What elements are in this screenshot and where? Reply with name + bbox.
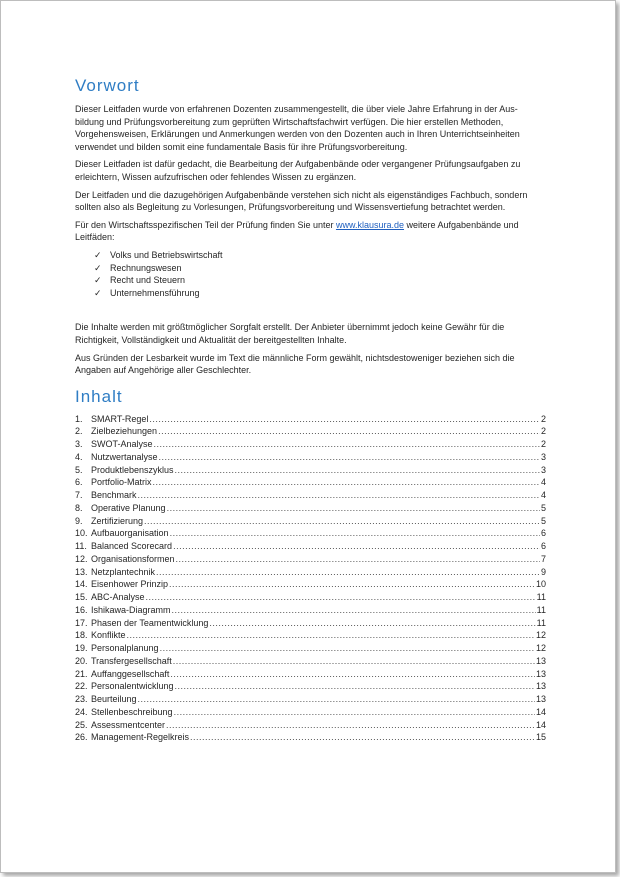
toc-entry-page: 13 <box>535 655 546 666</box>
toc-entry[interactable] <box>75 451 546 464</box>
toc-entry-title: Stellenbeschreibung <box>91 706 173 717</box>
toc-entry-page: 13 <box>535 681 546 692</box>
toc-leader-dots <box>172 604 536 617</box>
toc-entry-page: 12 <box>535 630 546 641</box>
toc-leader-dots <box>176 553 540 566</box>
toc-entry[interactable] <box>75 464 546 477</box>
toc-entry-number: 3. <box>75 439 83 450</box>
inhalt-heading: Inhalt <box>75 386 123 406</box>
toc-entry-title: Zertifizierung <box>91 515 144 526</box>
toc-entry-title: Eisenhower Prinzip <box>91 579 169 590</box>
toc-entry-number: 2. <box>75 426 83 437</box>
toc-leader-dots <box>138 489 540 502</box>
list-item-label: Recht und Steuern <box>110 275 186 286</box>
toc-entry-number: 6. <box>75 477 83 488</box>
toc-entry-number: 14. <box>75 579 88 590</box>
toc-entry[interactable] <box>75 527 546 540</box>
toc-entry-title: SWOT-Analyse <box>91 439 153 450</box>
toc-entry-title: ABC-Analyse <box>91 592 145 603</box>
toc-leader-dots <box>166 719 535 732</box>
toc-entry-title: Operative Planung <box>91 502 166 513</box>
toc-entry-title: Assessmentcenter <box>91 719 166 730</box>
toc-entry-number: 15. <box>75 592 88 603</box>
toc-entry-number: 13. <box>75 566 88 577</box>
vorwort-paragraph-2: Dieser Leitfaden ist dafür gedacht, die Bearbeitung der Aufgabenbände oder vergangener Prüfungsaufgaben zu erleichtern, Wissen aufzufrischen oder fehlendes Wissen zu ergänzen. <box>75 159 521 182</box>
toc-entry-title: Balanced Scorecard <box>91 541 173 552</box>
toc-entry-number: 18. <box>75 630 88 641</box>
toc-entry-page: 3 <box>540 451 546 462</box>
toc-leader-dots <box>146 591 536 604</box>
toc-entry-page: 2 <box>540 426 546 437</box>
toc-leader-dots <box>173 655 535 668</box>
toc-entry-number: 19. <box>75 643 88 654</box>
toc-entry-page: 4 <box>540 490 546 501</box>
toc-entry-number: 9. <box>75 515 83 526</box>
vorwort-paragraph-4 <box>75 219 546 244</box>
toc-entry[interactable] <box>75 642 546 655</box>
toc-entry[interactable] <box>75 566 546 579</box>
toc-entry-page: 3 <box>540 464 546 475</box>
toc-entry-number: 4. <box>75 451 83 462</box>
toc-entry-page: 11 <box>536 617 546 628</box>
toc-entry-number: 21. <box>75 668 88 679</box>
toc-leader-dots <box>159 451 540 464</box>
checkmark-icon: ✓ <box>94 287 102 298</box>
toc-leader-dots <box>149 413 540 426</box>
toc-entry-number: 5. <box>75 464 83 475</box>
toc-entry-title: Personalplanung <box>91 643 159 654</box>
toc-entry[interactable] <box>75 668 546 681</box>
toc-leader-dots <box>175 464 540 477</box>
toc-entry-number: 10. <box>75 528 88 539</box>
toc-entry-title: Produktlebenszyklus <box>91 464 174 475</box>
toc-leader-dots <box>138 693 535 706</box>
toc-entry-number: 12. <box>75 553 88 564</box>
toc-entry[interactable] <box>75 655 546 668</box>
toc-leader-dots <box>174 706 535 719</box>
toc-entry[interactable] <box>75 476 546 489</box>
toc-entry-title: Netzplantechnik <box>91 566 156 577</box>
toc-leader-dots <box>167 502 540 515</box>
table-of-contents <box>75 413 546 745</box>
toc-entry[interactable] <box>75 489 546 502</box>
section-spacer <box>75 299 546 321</box>
toc-entry[interactable] <box>75 425 546 438</box>
toc-entry-page: 2 <box>540 413 546 424</box>
toc-entry-page: 6 <box>540 528 546 539</box>
toc-entry[interactable] <box>75 553 546 566</box>
list-item-label: Unternehmensführung <box>110 287 200 298</box>
toc-entry-title: Management-Regelkreis <box>91 732 190 743</box>
toc-entry-number: 25. <box>75 719 88 730</box>
toc-leader-dots <box>160 642 535 655</box>
checkmark-icon: ✓ <box>94 275 102 286</box>
paragraph-4-text-before: Für den Wirtschaftsspezifischen Teil der Prüfung finden Sie unter <box>75 219 336 230</box>
toc-entry[interactable] <box>75 502 546 515</box>
toc-entry-page: 14 <box>535 719 546 730</box>
list-item <box>94 287 546 300</box>
list-item-label: Volks und Betriebswirtschaft <box>110 249 223 260</box>
toc-entry-page: 5 <box>540 515 546 526</box>
toc-entry-number: 8. <box>75 502 83 513</box>
toc-entry-page: 2 <box>540 439 546 450</box>
vorwort-paragraph-3: Der Leitfaden und die dazugehörigen Aufgabenbände verstehen sich nicht als eigenständiges Fachbuch, sondern sollten also als Begleitung zu Vorlesungen, Prüfungsvorbereitung und Wissensvertiefung betrachtet werden. <box>75 189 528 213</box>
list-item-label: Rechnungswesen <box>110 262 182 273</box>
toc-entry-number: 24. <box>75 706 88 717</box>
toc-entry[interactable] <box>75 680 546 693</box>
toc-entry-title: Aufbauorganisation <box>91 528 169 539</box>
toc-entry-title: Nutzwertanalyse <box>91 451 158 462</box>
toc-leader-dots <box>127 629 535 642</box>
toc-leader-dots <box>153 476 540 489</box>
toc-leader-dots <box>190 731 535 744</box>
page-content <box>75 75 546 744</box>
toc-entry-page: 10 <box>535 579 546 590</box>
toc-entry-title: Portfolio-Matrix <box>91 477 152 488</box>
checkmark-icon: ✓ <box>94 249 102 260</box>
klausura-link[interactable]: www.klausura.de <box>335 219 405 230</box>
toc-entry-page: 9 <box>540 566 546 577</box>
toc-entry[interactable] <box>75 604 546 617</box>
toc-entry[interactable] <box>75 731 546 744</box>
toc-entry-number: 20. <box>75 655 88 666</box>
paragraph-4-text-after: weitere Aufgabenbände und Leitfäden: <box>75 219 519 243</box>
list-item <box>94 274 546 287</box>
toc-entry-title: Benchmark <box>91 490 137 501</box>
toc-entry-title: Zielbeziehungen <box>91 426 158 437</box>
toc-leader-dots <box>173 540 540 553</box>
toc-entry-page: 4 <box>540 477 546 488</box>
toc-entry-number: 11. <box>75 541 87 552</box>
toc-entry-title: Phasen der Teamentwicklung <box>91 617 209 628</box>
toc-entry-number: 22. <box>75 681 88 692</box>
toc-entry-page: 7 <box>540 553 546 564</box>
toc-entry[interactable] <box>75 438 546 451</box>
toc-entry-title: Transfergesellschaft <box>91 655 172 666</box>
toc-entry-page: 11 <box>536 604 546 615</box>
toc-entry-title: Personalentwicklung <box>91 681 174 692</box>
toc-entry-number: 7. <box>75 490 83 501</box>
toc-entry[interactable] <box>75 591 546 604</box>
toc-entry-title: Organisationsformen <box>91 553 175 564</box>
toc-leader-dots <box>169 578 535 591</box>
gender-note-paragraph: Aus Gründen der Lesbarkeit wurde im Text die männliche Form gewählt, nichtsdestoweniger beziehen sich die Angaben auf Angehörige aller Geschlechter. <box>75 352 515 376</box>
toc-entry[interactable] <box>75 540 546 553</box>
disclaimer-paragraph: Die Inhalte werden mit größtmöglicher Sorgfalt erstellt. Der Anbieter übernimmt jedoch keine Gewähr für die Richtigkeit, Vollständigkeit und Aktualität der bereitgestellten Inhalte. <box>75 322 505 345</box>
toc-entry-page: 13 <box>535 694 546 705</box>
toc-entry-number: 23. <box>75 694 88 705</box>
toc-entry-page: 14 <box>535 706 546 717</box>
toc-leader-dots <box>156 566 540 579</box>
toc-entry[interactable] <box>75 706 546 719</box>
toc-entry[interactable] <box>75 629 546 642</box>
toc-entry-page: 12 <box>535 643 546 654</box>
toc-entry-title: Beurteilung <box>91 694 137 705</box>
checkmark-icon: ✓ <box>94 262 102 273</box>
toc-leader-dots <box>170 668 535 681</box>
toc-leader-dots <box>144 515 540 528</box>
toc-entry-page: 15 <box>535 732 546 743</box>
toc-entry-page: 13 <box>535 668 546 679</box>
toc-leader-dots <box>158 425 540 438</box>
toc-entry-number: 1. <box>75 413 83 424</box>
toc-entry[interactable] <box>75 515 546 528</box>
toc-entry[interactable] <box>75 693 546 706</box>
toc-entry-page: 6 <box>540 541 546 552</box>
toc-leader-dots <box>175 680 535 693</box>
toc-leader-dots <box>170 527 540 540</box>
toc-leader-dots <box>209 617 535 630</box>
toc-entry[interactable] <box>75 617 546 630</box>
toc-entry-page: 5 <box>540 502 546 513</box>
toc-entry[interactable] <box>75 578 546 591</box>
vorwort-paragraph-1: Dieser Leitfaden wurde von erfahrenen Dozenten zusammengestellt, die über viele Jahre Erfahrung in der Aus-bildung und Prüfungsvorbereitung zum geprüften Wirtschaftsfachwirt verfügen. Die hier erstellen Methoden, Vorgehensweisen, Erklärungen und Anmerkungen werden von den Dozenten auch in Ihren Unterrichtseinheiten verwendet und bilden somit eine fundamentale Basis für ihre Prüfungsvorbereitung. <box>75 104 520 152</box>
leitfaden-list <box>75 249 546 299</box>
list-item <box>94 262 546 275</box>
toc-entry-page: 11 <box>536 592 546 603</box>
toc-entry-number: 26. <box>75 732 88 743</box>
list-item <box>94 249 546 262</box>
toc-entry[interactable] <box>75 719 546 732</box>
toc-entry-number: 16. <box>75 604 88 615</box>
vorwort-heading: Vorwort <box>75 76 140 95</box>
toc-entry-title: Konflikte <box>91 630 126 641</box>
toc-entry-title: Auffanggesellschaft <box>91 668 170 679</box>
toc-leader-dots <box>154 438 540 451</box>
toc-entry-title: SMART-Regel <box>91 413 149 424</box>
toc-entry-title: Ishikawa-Diagramm <box>91 604 171 615</box>
toc-entry-number: 17. <box>75 617 88 628</box>
toc-entry[interactable] <box>75 413 546 426</box>
